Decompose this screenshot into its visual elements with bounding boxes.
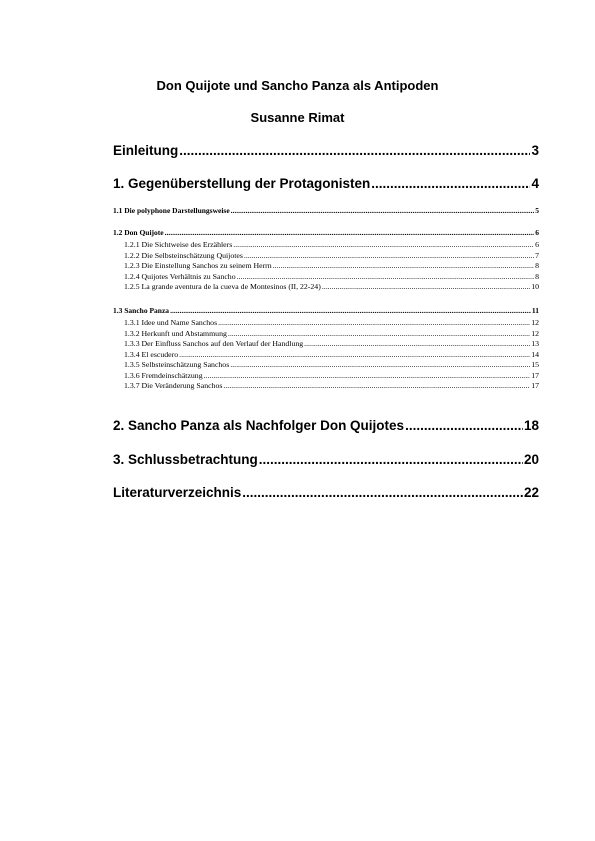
- toc-leader-dots: [231, 206, 535, 215]
- toc-entry-page: 11: [531, 306, 539, 315]
- toc-leader-dots: [273, 261, 534, 270]
- toc-entry-page: 6: [535, 240, 539, 249]
- toc-leader-dots: [223, 381, 530, 390]
- toc-leader-dots: [304, 339, 530, 348]
- toc-entry-subsection[interactable]: [124, 329, 539, 338]
- toc-entry-page: 14: [531, 349, 539, 359]
- toc-entry-label: 1. Gegenüberstellung der Protagonisten: [113, 176, 371, 191]
- toc-entry-subsection[interactable]: [124, 339, 539, 348]
- document-author: Susanne Rimat: [250, 110, 345, 125]
- toc-entry-page: 15: [531, 360, 539, 369]
- toc-leader-dots: [259, 452, 523, 467]
- toc-entry-label: 1.3.6 Fremdeinschätzung: [124, 370, 203, 380]
- toc-entry-chapter-2[interactable]: [113, 418, 539, 433]
- toc-entry-label: 1.3.4 El escudero: [124, 349, 179, 359]
- toc-entry-chapter-1[interactable]: [113, 176, 539, 191]
- toc-entry-label: 1.2.3 Die Einstellung Sanchos zu seinem Herrn: [124, 261, 272, 270]
- toc-entry-section-1-1[interactable]: [113, 206, 539, 215]
- toc-leader-dots: [371, 176, 530, 191]
- toc-entry-subsection[interactable]: [124, 360, 539, 369]
- toc-entry-einleitung[interactable]: [113, 143, 539, 158]
- toc-entry-subsection[interactable]: [124, 350, 539, 359]
- toc-entry-page: 12: [531, 318, 539, 327]
- toc-entry-label: 2. Sancho Panza als Nachfolger Don Quijotes: [113, 418, 405, 433]
- toc-entry-label: 1.3 Sancho Panza: [113, 306, 170, 315]
- toc-leader-dots: [242, 485, 523, 500]
- toc-entry-page: 18: [523, 418, 539, 433]
- toc-entry-page: 20: [523, 452, 539, 467]
- toc-leader-dots: [228, 329, 530, 338]
- toc-entry-subsection[interactable]: [124, 251, 539, 260]
- toc-entry-page: 8: [535, 271, 539, 281]
- toc-entry-label: 1.2.2 Die Selbsteinschätzung Quijotes: [124, 250, 243, 260]
- toc-leader-dots: [322, 282, 530, 291]
- toc-entry-label: 1.3.3 Der Einfluss Sanchos auf den Verlauf der Handlung: [124, 339, 304, 348]
- toc-entry-page: 5: [535, 206, 539, 215]
- toc-entry-subsection[interactable]: [124, 282, 539, 291]
- toc-entry-label: 3. Schlussbetrachtung: [113, 452, 258, 467]
- toc-leader-dots: [179, 350, 530, 359]
- toc-entry-subsection[interactable]: [124, 381, 539, 390]
- toc-entry-subsection[interactable]: [124, 371, 539, 380]
- toc-entry-subsection[interactable]: [124, 272, 539, 281]
- toc-leader-dots: [244, 251, 534, 260]
- toc-leader-dots: [218, 318, 530, 327]
- toc-leader-dots: [165, 228, 535, 237]
- toc-entry-subsection[interactable]: [124, 240, 539, 249]
- toc-entry-page: 13: [531, 339, 539, 348]
- toc-entry-page: 3: [531, 143, 539, 158]
- toc-entry-page: 17: [531, 370, 539, 380]
- toc-entry-label: 1.2.1 Die Sichtweise des Erzählers: [124, 240, 233, 249]
- document-title: Don Quijote und Sancho Panza als Antipoden: [156, 78, 439, 93]
- toc-leader-dots: [233, 240, 534, 249]
- toc-leader-dots: [170, 306, 531, 315]
- toc-entry-chapter-3[interactable]: [113, 452, 539, 467]
- toc-entry-label: Literaturverzeichnis: [113, 485, 242, 500]
- toc-entry-page: 22: [523, 485, 539, 500]
- toc-leader-dots: [179, 143, 530, 158]
- toc-entry-page: 17: [531, 381, 539, 390]
- toc-entry-page: 6: [535, 228, 539, 237]
- toc-entry-page: 10: [531, 282, 539, 291]
- toc-entry-page: 8: [535, 261, 539, 270]
- toc-entry-label: 1.3.5 Selbsteinschätzung Sanchos: [124, 360, 230, 369]
- toc-entry-label: 1.3.1 Idee und Name Sanchos: [124, 318, 218, 327]
- toc-entry-label: 1.2.4 Quijotes Verhältnis zu Sancho: [124, 271, 236, 281]
- toc-entry-section-1-2[interactable]: [113, 228, 539, 237]
- toc-entry-page: 4: [531, 176, 539, 191]
- toc-entry-section-1-3[interactable]: [113, 306, 539, 315]
- toc-entry-label: 1.2.5 La grande aventura de la cueva de Montesinos (II, 22-24): [124, 282, 321, 291]
- toc-leader-dots: [405, 418, 523, 433]
- toc-entry-page: 7: [535, 250, 539, 260]
- toc-entry-label: 1.3.2 Herkunft und Abstammung: [124, 328, 227, 338]
- toc-entry-label: 1.1 Die polyphone Darstellungsweise: [113, 206, 230, 215]
- toc-entry-literaturverzeichnis[interactable]: [113, 485, 539, 500]
- toc-entry-subsection[interactable]: [124, 318, 539, 327]
- toc-leader-dots: [204, 371, 531, 380]
- toc-entry-subsection[interactable]: [124, 261, 539, 270]
- toc-leader-dots: [237, 272, 534, 281]
- toc-entry-label: 1.3.7 Die Veränderung Sanchos: [124, 381, 223, 390]
- toc-leader-dots: [230, 360, 530, 369]
- toc-entry-page: 12: [531, 328, 539, 338]
- toc-entry-label: 1.2 Don Quijote: [113, 228, 164, 237]
- toc-entry-label: Einleitung: [113, 143, 179, 158]
